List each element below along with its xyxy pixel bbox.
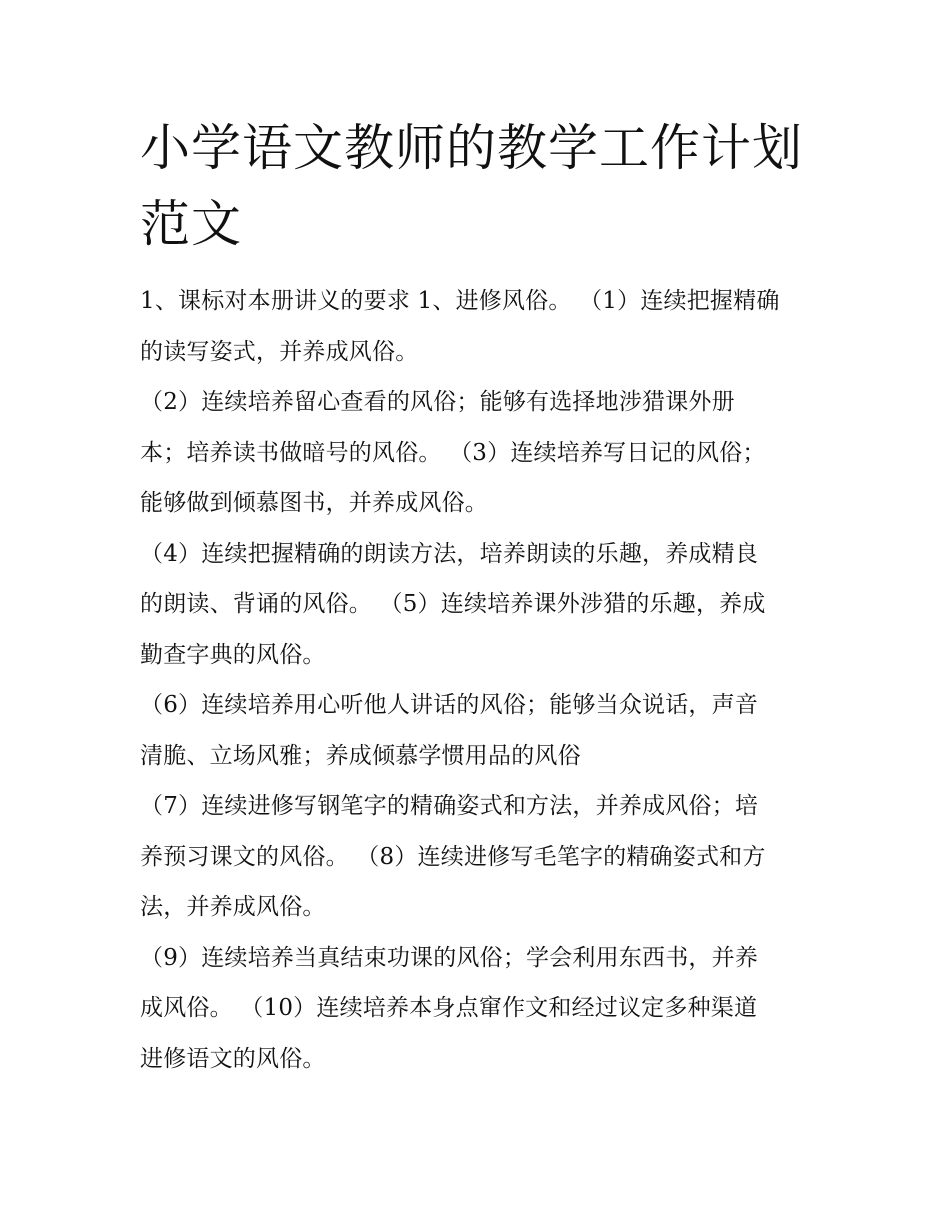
paragraph-5 <box>140 781 810 933</box>
text-line: 本；培养读书做暗号的风俗。 （3）连续培养写日记的风俗； <box>140 439 766 466</box>
text-line: 的读写姿式，并养成风俗。 <box>140 338 419 365</box>
paragraph-1 <box>140 276 810 377</box>
document-body <box>140 276 810 1084</box>
text-line: （6）连续培养用心听他人讲话的风俗；能够当众说话，声音 <box>140 692 759 718</box>
text-line: 1、课标对本册讲义的要求 1、进修风俗。 （1）连续把握精确 <box>140 288 780 314</box>
text-line: （2）连续培养留心查看的风俗；能够有选择地涉猎课外册 <box>140 389 735 415</box>
text-line: 成风俗。 （10）连续培养本身点窜作文和经过议定多种渠道 <box>140 995 758 1021</box>
paragraph-2 <box>140 377 810 529</box>
text-line: 的朗读、背诵的风俗。 （5）连续培养课外涉猎的乐趣，养成 <box>140 591 766 617</box>
text-line: 能够做到倾慕图书，并养成风俗。 <box>140 490 488 516</box>
text-line: （7）连续进修写钢笔字的精确姿式和方法，并养成风俗；培 <box>140 793 759 819</box>
paragraph-6 <box>140 933 810 1085</box>
text-line: 清脆、立场风雅；养成倾慕学惯用品的风俗 <box>140 742 581 769</box>
text-line: 法，并养成风俗。 <box>140 894 326 920</box>
text-line: （4）连续把握精确的朗读方法，培养朗读的乐趣，养成精良 <box>140 540 759 567</box>
title-line: 范文 <box>140 195 242 253</box>
paragraph-3 <box>140 529 810 681</box>
document-title <box>140 110 820 262</box>
text-line: 进修语文的风俗。 <box>140 1045 326 1072</box>
text-line: 勤查字典的风俗。 <box>140 641 326 668</box>
text-line: （9）连续培养当真结束功课的风俗；学会利用东西书，并养 <box>140 944 759 971</box>
title-line: 小学语文教师的教学工作计划 <box>140 119 803 177</box>
text-line: 养预习课文的风俗。 （8）连续进修写毛笔字的精确姿式和方 <box>140 843 766 870</box>
paragraph-4 <box>140 680 810 781</box>
